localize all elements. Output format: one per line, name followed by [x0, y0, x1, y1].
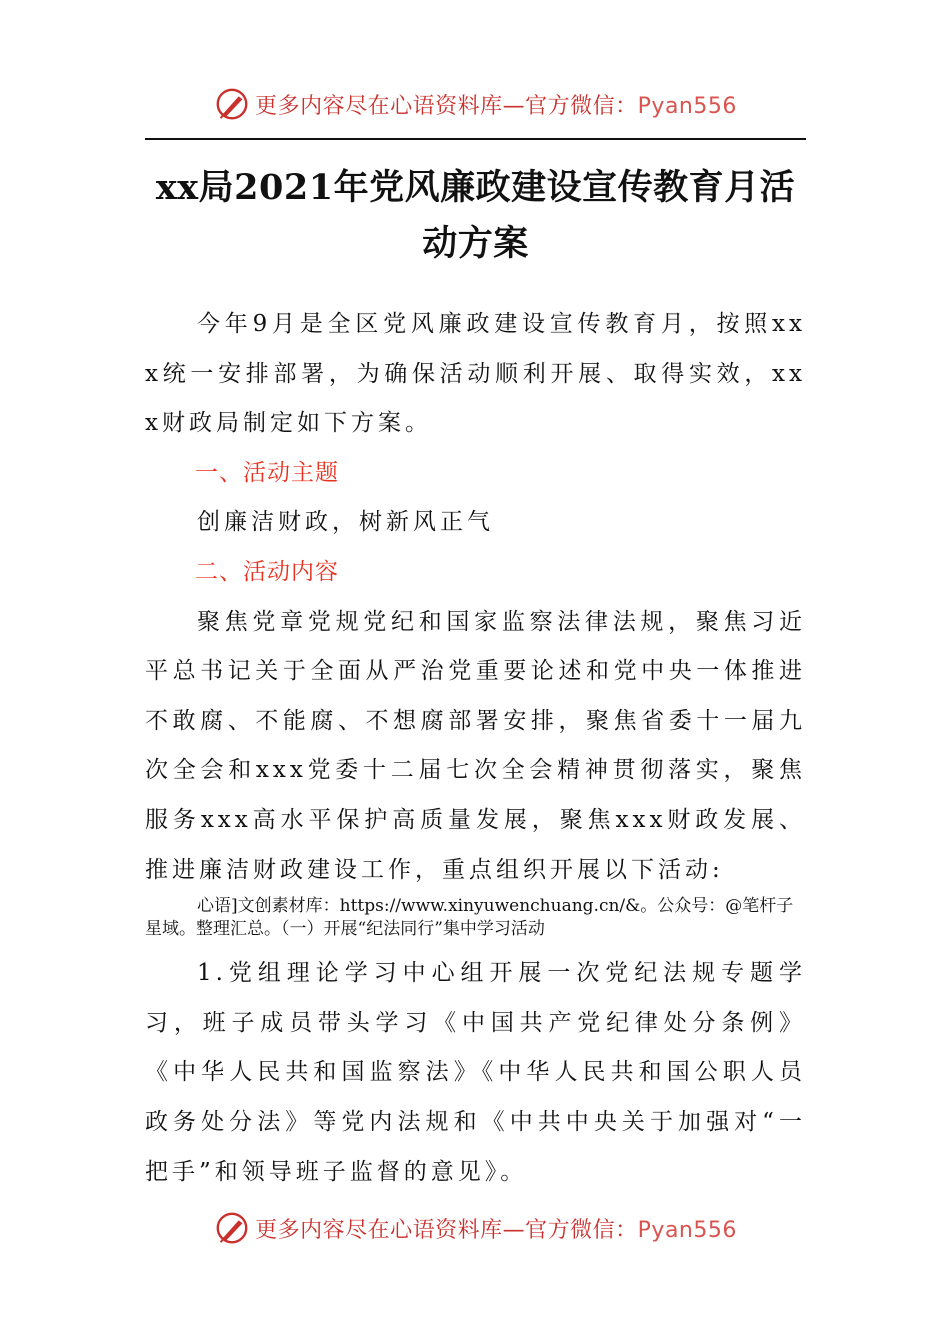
header-banner: [0, 82, 950, 126]
intro-paragraph: 今年9月是全区党风廉政建设宣传教育月，按照xxx统一安排部署，为确保活动顺利开展、取得实效，xxx财政局制定如下方案。: [145, 311, 806, 437]
section-2-heading: 二、活动内容: [195, 558, 339, 585]
header-banner-text: 更多内容尽在心语资料库—官方微信：Pyan556: [255, 93, 737, 119]
footer-banner-text: 更多内容尽在心语资料库—官方微信：Pyan556: [255, 1217, 737, 1243]
section-1-heading: 一、活动主题: [195, 459, 339, 486]
document-body: [145, 160, 806, 1197]
pen-circle-logo-icon: [213, 85, 251, 123]
section-1-text: 创廉洁财政，树新风正气: [197, 509, 494, 536]
document-title: xx局2021年党风廉政建设宣传教育月活动方案: [155, 167, 796, 264]
item-1-paragraph: 1.党组理论学习中心组开展一次党纪法规专题学习，班子成员带头学习《中国共产党纪律处分条例》《中华人民共和国监察法》《中华人民共和国公职人员政务处分法》等党内法规和《中共中央关于加强对“一把手”和领导班子监督的意见》。: [145, 960, 806, 1185]
footer-banner: [0, 1206, 950, 1250]
source-note: 心语]文创素材库：https://www.xinyuwenchuang.cn/&。公众号：@笔杆子星域。整理汇总。（一）开展“纪法同行”集中学习活动: [145, 896, 794, 940]
footer-wechat-id: Pyan556: [637, 1217, 737, 1243]
header-divider: [145, 138, 806, 140]
header-wechat-id: Pyan556: [637, 93, 737, 119]
pen-circle-logo-icon: [213, 1209, 251, 1247]
section-2-paragraph: 聚焦党章党规党纪和国家监察法律法规，聚焦习近平总书记关于全面从严治党重要论述和党中央一体推进不敢腐、不能腐、不想腐部署安排，聚焦省委十一届九次全会和xxx党委十二届七次全会精神贯彻落实，聚焦服务xxx高水平保护高质量发展，聚焦xxx财政发展、推进廉洁财政建设工作，重点组织开展以下活动:: [145, 608, 806, 883]
